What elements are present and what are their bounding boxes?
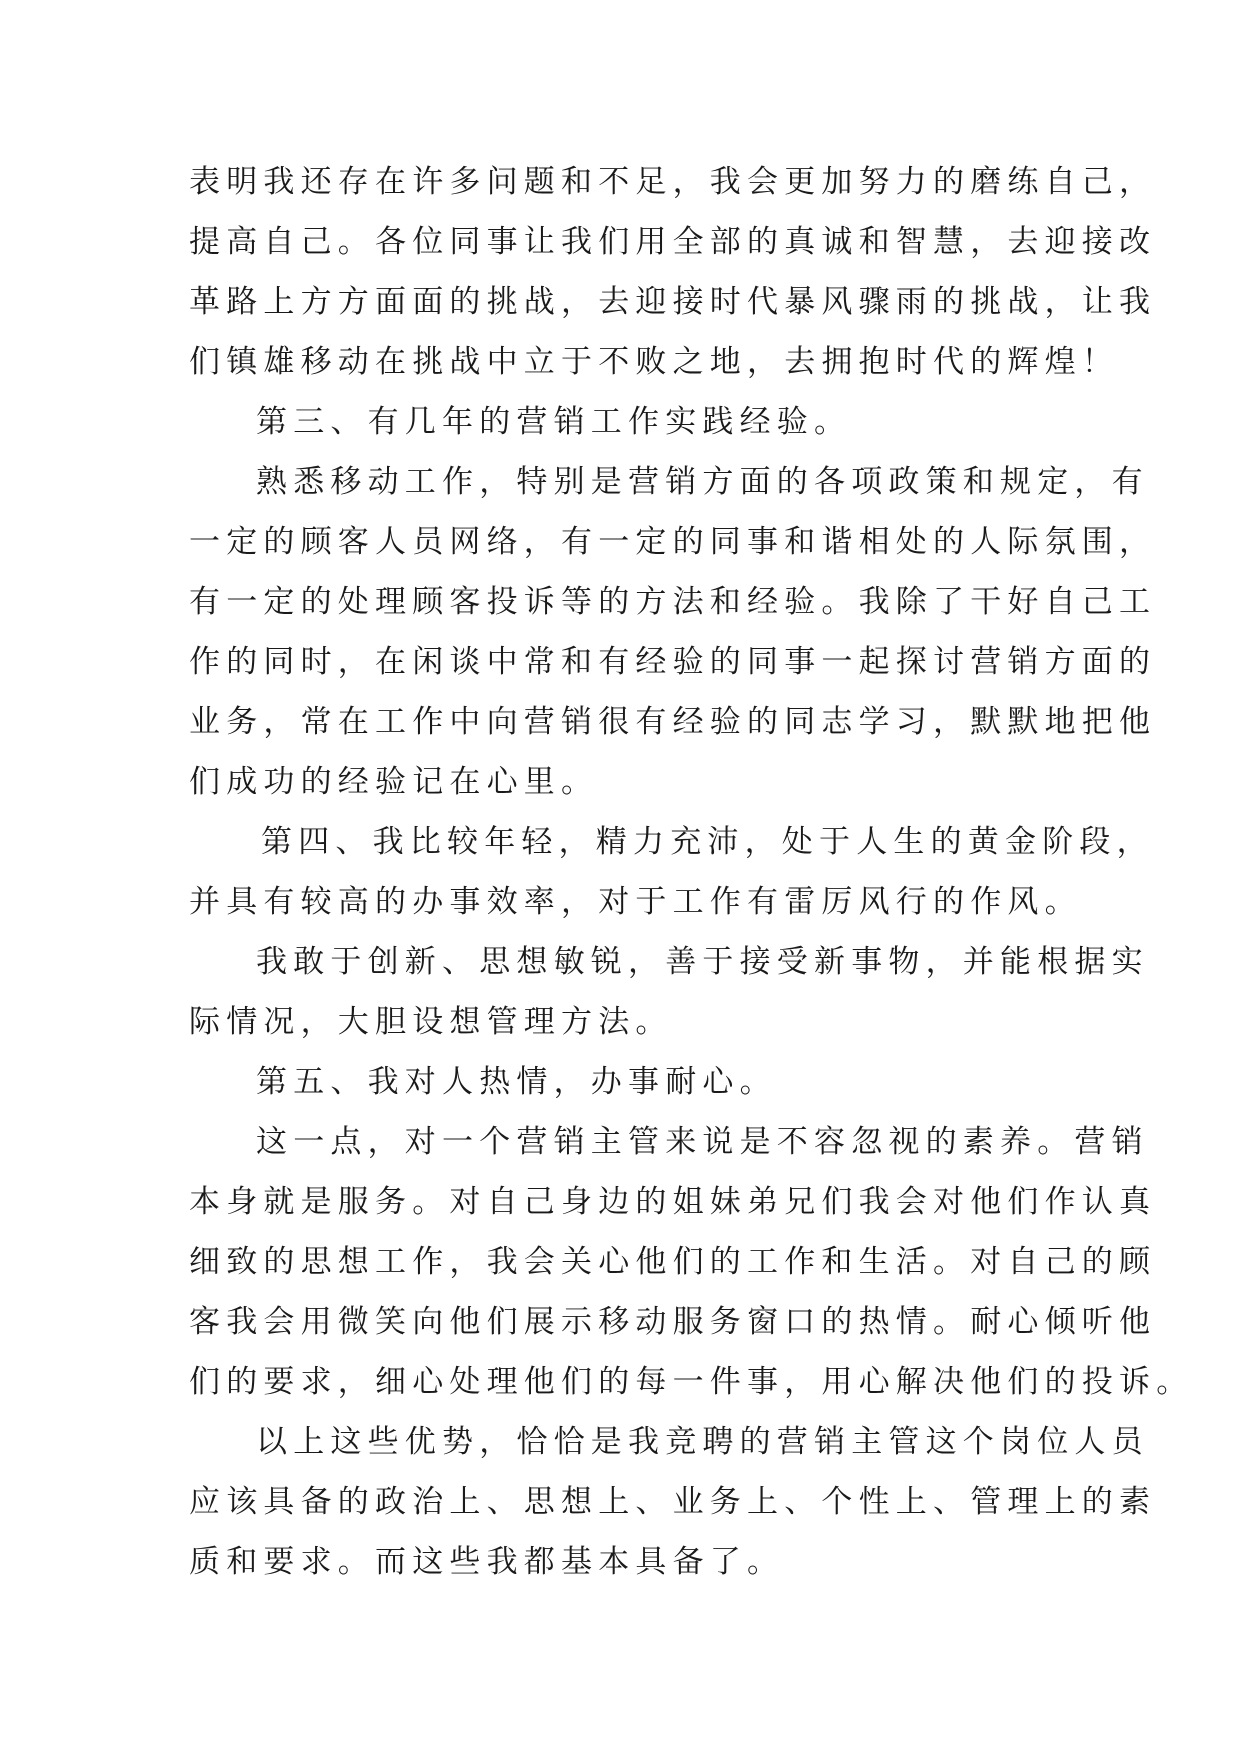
section-heading: 第五、我对人热情，办事耐心。 bbox=[256, 1064, 777, 1100]
text-line: 革路上方方面面的挑战，去迎接时代暴风骤雨的挑战，让我 bbox=[189, 284, 1157, 320]
text-line: 应该具备的政治上、思想上、业务上、个性上、管理上的素 bbox=[189, 1484, 1157, 1520]
text-line: 熟悉移动工作，特别是营销方面的各项政策和规定，有 bbox=[256, 464, 1149, 500]
text-line: 以上这些优势，恰恰是我竞聘的营销主管这个岗位人员 bbox=[256, 1424, 1149, 1460]
text-line: 们成功的经验记在心里。 bbox=[189, 764, 599, 800]
text-line: 客我会用微笑向他们展示移动服务窗口的热情。耐心倾听他 bbox=[189, 1304, 1157, 1340]
text-line: 提高自己。各位同事让我们用全部的真诚和智慧，去迎接改 bbox=[189, 224, 1157, 260]
text-line: 细致的思想工作，我会关心他们的工作和生活。对自己的顾 bbox=[189, 1244, 1157, 1280]
text-line: 这一点，对一个营销主管来说是不容忽视的素养。营销 bbox=[256, 1124, 1149, 1160]
text-line: 作的同时，在闲谈中常和有经验的同事一起探讨营销方面的 bbox=[189, 644, 1157, 680]
text-line: 一定的顾客人员网络，有一定的同事和谐相处的人际氛围， bbox=[189, 524, 1157, 560]
document-body bbox=[189, 152, 1194, 1592]
text-line: 我敢于创新、思想敏锐，善于接受新事物，并能根据实 bbox=[256, 944, 1149, 980]
section-heading: 第四、我比较年轻，精力充沛，处于人生的黄金阶段， bbox=[261, 824, 1154, 860]
text-line: 本身就是服务。对自己身边的姐妹弟兄们我会对他们作认真 bbox=[189, 1184, 1157, 1220]
text-line: 际情况，大胆设想管理方法。 bbox=[189, 1004, 673, 1040]
text-line: 们镇雄移动在挑战中立于不败之地，去拥抱时代的辉煌！ bbox=[189, 344, 1119, 380]
text-line: 并具有较高的办事效率，对于工作有雷厉风行的作风。 bbox=[189, 884, 1082, 920]
text-line: 表明我还存在许多问题和不足，我会更加努力的磨练自己， bbox=[189, 164, 1157, 200]
text-line: 有一定的处理顾客投诉等的方法和经验。我除了干好自己工 bbox=[189, 584, 1157, 620]
text-line: 们的要求，细心处理他们的每一件事，用心解决他们的投诉。 bbox=[189, 1364, 1194, 1400]
text-line: 业务，常在工作中向营销很有经验的同志学习，默默地把他 bbox=[189, 704, 1157, 740]
text-line: 质和要求。而这些我都基本具备了。 bbox=[189, 1544, 785, 1580]
section-heading: 第三、有几年的营销工作实践经验。 bbox=[256, 404, 852, 440]
